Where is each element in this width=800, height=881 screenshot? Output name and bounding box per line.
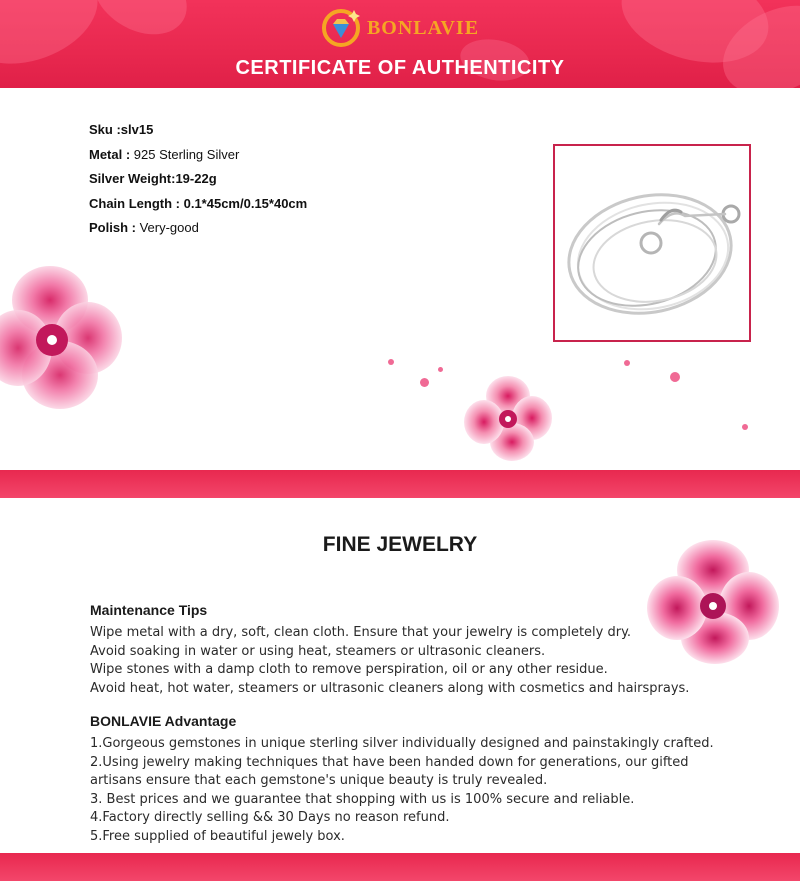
necklace-image-icon — [555, 146, 749, 340]
diamond-logo-icon — [321, 8, 361, 48]
decorative-dot — [438, 367, 443, 372]
list-item: 5.Free supplied of beautiful jewely box. — [90, 828, 345, 844]
spec-row-polish: Polish : Very-good — [89, 220, 199, 235]
list-item: Wipe metal with a dry, soft, clean cloth. Ensure that your jewelry is completely dry. — [90, 625, 632, 640]
footer-band — [0, 853, 800, 881]
list-item: artisans ensure that each gemstone's unique beauty is truly revealed. — [90, 773, 548, 788]
decorative-dot — [670, 372, 680, 382]
divider-band — [0, 470, 800, 498]
list-item: 3. Best prices and we guarantee that shopping with us is 100% secure and reliable. — [90, 791, 635, 807]
brand-logo — [0, 8, 800, 53]
decorative-dot — [742, 424, 748, 430]
product-photo — [553, 144, 751, 342]
list-item: Wipe stones with a damp cloth to remove perspiration, oil or any other residue. — [90, 662, 608, 677]
list-item: 4.Factory directly selling && 30 Days no reason refund. — [90, 810, 450, 825]
maintenance-tips — [90, 624, 689, 698]
spec-row-weight: Silver Weight:19-22g — [89, 171, 217, 186]
decorative-dot — [388, 359, 394, 365]
certificate-title: CERTIFICATE OF AUTHENTICITY — [235, 57, 565, 79]
pink-flower-icon — [462, 374, 554, 462]
spec-row-metal: Metal : 925 Sterling Silver — [89, 146, 240, 162]
spec-row-sku: Sku :slv15 — [89, 122, 154, 137]
advantage-list — [90, 735, 714, 846]
spec-list — [89, 118, 307, 241]
brand-name: BONLAVIE — [366, 16, 480, 39]
pink-flower-icon — [0, 250, 125, 415]
advantage-heading: BONLAVIE Advantage — [90, 713, 237, 729]
spec-row-chain-length: Chain Length : 0.1*45cm/0.15*40cm — [89, 195, 308, 211]
decorative-dot — [624, 360, 630, 366]
list-item: 1.Gorgeous gemstones in unique sterling silver individually designed and painstakingly crafted. — [90, 736, 714, 751]
list-item: 2.Using jewelry making techniques that have been handed down for generations, our gifted — [90, 754, 689, 770]
list-item: Avoid heat, hot water, steamers or ultrasonic cleaners along with cosmetics and hairsprays. — [90, 680, 690, 696]
maintenance-heading: Maintenance Tips — [90, 602, 208, 618]
list-item: Avoid soaking in water or using heat, steamers or ultrasonic cleaners. — [90, 643, 546, 659]
decorative-dot — [420, 378, 429, 387]
section-title: FINE JEWELRY — [322, 533, 478, 556]
